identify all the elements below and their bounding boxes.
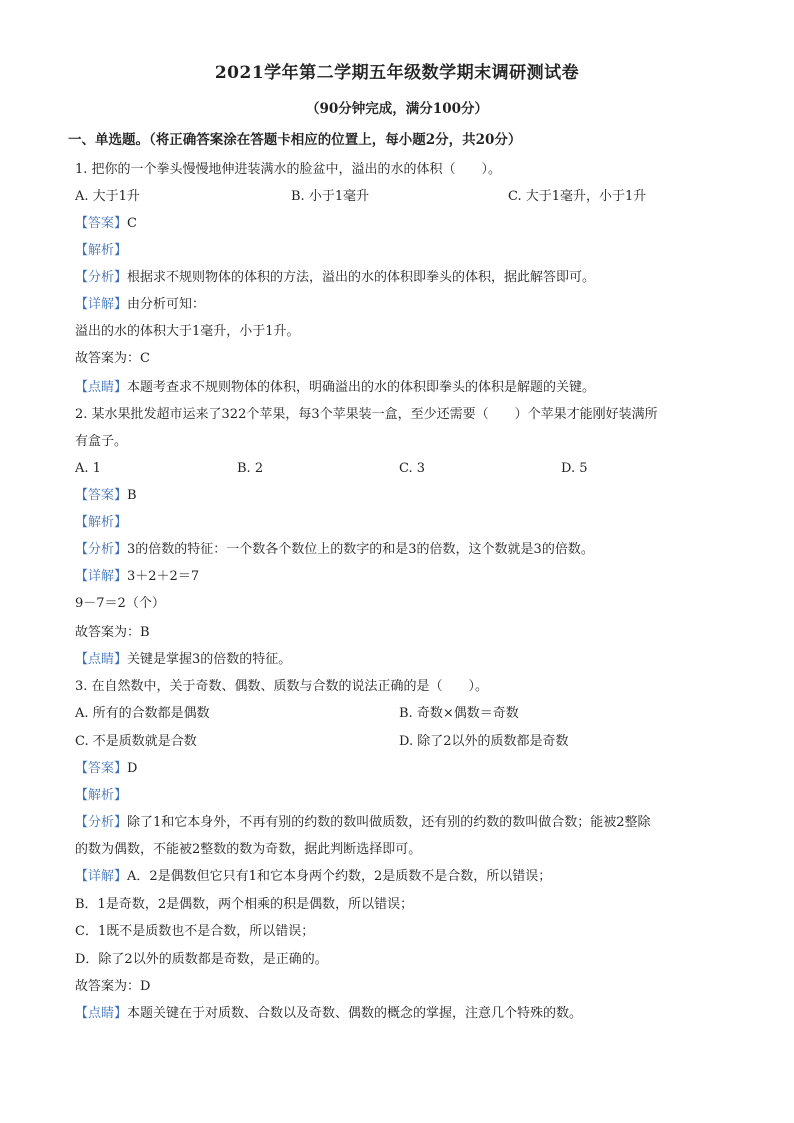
detail-tag: 【详解】 xyxy=(75,297,128,312)
analysis-tag: 【解析】 xyxy=(75,515,128,530)
q3-answer: D xyxy=(127,761,138,776)
q2-fenxi: 3的倍数的特征：一个数各个数位上的数字的和是3的倍数，这个数就是3的倍数。 xyxy=(127,542,594,557)
q2-fenxi-line xyxy=(75,541,594,559)
q3-fenxi2: 的数为偶数，不能被2整数的数为奇数，据此判断选择即可。 xyxy=(75,842,422,857)
q1-option-a: A. 大于1升 xyxy=(75,189,140,204)
q3-comment: 本题关键在于对质数、合数以及奇数、偶数的概念的掌握，注意几个特殊的数。 xyxy=(127,1006,583,1021)
q2-answer-line xyxy=(75,487,137,505)
answer-tag: 【答案】 xyxy=(75,216,128,231)
q3-answer-line xyxy=(75,760,137,778)
q1-answer: C xyxy=(127,216,137,231)
q3-option-c: C. 不是质数就是合数 xyxy=(75,734,197,749)
answer-tag: 【答案】 xyxy=(75,761,128,776)
q2-stem: 2. 某水果批发超市运来了322个苹果，每3个苹果装一盒，至少还需要（ ）个苹果才能刚好装满所 xyxy=(75,407,658,422)
comment-tag: 【点睛】 xyxy=(75,1006,128,1021)
q1-comment-line xyxy=(75,379,595,397)
q2-comment: 关键是掌握3的倍数的特征。 xyxy=(127,652,292,667)
q3-stem: 3. 在自然数中，关于奇数、偶数、质数与合数的说法正确的是（ ）。 xyxy=(75,679,489,694)
q2-option-d: D. 5 xyxy=(561,461,588,476)
detail-tag: 【详解】 xyxy=(75,569,128,584)
q3-fenxi-line xyxy=(75,814,651,832)
q1-detail: 由分析可知： xyxy=(127,297,206,312)
q2-detail: 3＋2＋2＝7 xyxy=(127,569,200,584)
q2-option-a: A. 1 xyxy=(75,461,101,476)
q1-option-c: C. 大于1毫升，小于1升 xyxy=(508,189,647,204)
q1-fenxi-line xyxy=(75,269,595,287)
analysis-tag: 【解析】 xyxy=(75,788,128,803)
fenxi-tag: 【分析】 xyxy=(75,815,128,830)
q3-comment-line xyxy=(75,1005,582,1023)
answer-tag: 【答案】 xyxy=(75,488,128,503)
q1-fenxi: 根据求不规则物体的体积的方法，溢出的水的体积即拳头的体积，据此解答即可。 xyxy=(127,270,596,285)
page-title: 2021学年第二学期五年级数学期末调研测试卷 xyxy=(214,63,580,83)
q2-stem2: 有盒子。 xyxy=(75,434,128,449)
q1-detail2: 溢出的水的体积大于1毫升，小于1升。 xyxy=(75,324,300,339)
q2-analysis-tag xyxy=(75,514,127,532)
q3-option-a: A. 所有的合数都是偶数 xyxy=(75,706,210,721)
fenxi-tag: 【分析】 xyxy=(75,542,128,557)
q1-option-b: B. 小于1毫升 xyxy=(291,189,370,204)
q3-detail-line xyxy=(75,868,551,886)
q3-fenxi: 除了1和它本身外，不再有别的约数的数叫做质数，还有别的约数的数叫做合数；能被2整除 xyxy=(127,815,651,830)
q3-option-d: D. 除了2以外的质数都是奇数 xyxy=(399,734,569,749)
q1-analysis-tag xyxy=(75,242,127,260)
q2-option-c: C. 3 xyxy=(399,461,426,476)
q3-conclusion: 故答案为：D xyxy=(75,979,151,994)
q2-option-b: B. 2 xyxy=(237,461,264,476)
q2-comment-line xyxy=(75,651,291,669)
q3-detail3: C．1既不是质数也不是合数，所以错误； xyxy=(75,924,315,939)
detail-tag: 【详解】 xyxy=(75,869,128,884)
section-heading: 一、单选题。（将正确答案涂在答题卡相应的位置上，每小题2分，共20分） xyxy=(68,132,522,148)
q3-detail: A．2是偶数但它只有1和它本身两个约数，2是质数不是合数，所以错误； xyxy=(127,869,552,884)
q3-option-b: B. 奇数×偶数＝奇数 xyxy=(399,706,519,721)
q2-conclusion: 故答案为：B xyxy=(75,625,150,640)
analysis-tag: 【解析】 xyxy=(75,243,128,258)
q2-detail-line xyxy=(75,568,199,586)
fenxi-tag: 【分析】 xyxy=(75,270,128,285)
q3-detail2: B．1是奇数，2是偶数，两个相乘的积是偶数，所以错误； xyxy=(75,897,414,912)
comment-tag: 【点睛】 xyxy=(75,380,128,395)
comment-tag: 【点睛】 xyxy=(75,652,128,667)
q3-detail4: D．除了2以外的质数都是奇数，是正确的。 xyxy=(75,952,328,967)
q1-detail-line xyxy=(75,296,205,314)
q1-conclusion: 故答案为：C xyxy=(75,351,150,366)
q2-answer: B xyxy=(127,488,137,503)
q3-analysis-tag xyxy=(75,787,127,805)
q1-stem: 1. 把你的一个拳头慢慢地伸进装满水的脸盆中，溢出的水的体积（ ）。 xyxy=(75,162,502,177)
q1-answer-line xyxy=(75,215,137,233)
q1-comment: 本题考查求不规则物体的体积，明确溢出的水的体积即拳头的体积是解题的关键。 xyxy=(127,380,596,395)
q2-detail2: 9－7＝2（个） xyxy=(75,596,165,611)
page-subtitle: （90分钟完成，满分100分） xyxy=(306,101,488,117)
